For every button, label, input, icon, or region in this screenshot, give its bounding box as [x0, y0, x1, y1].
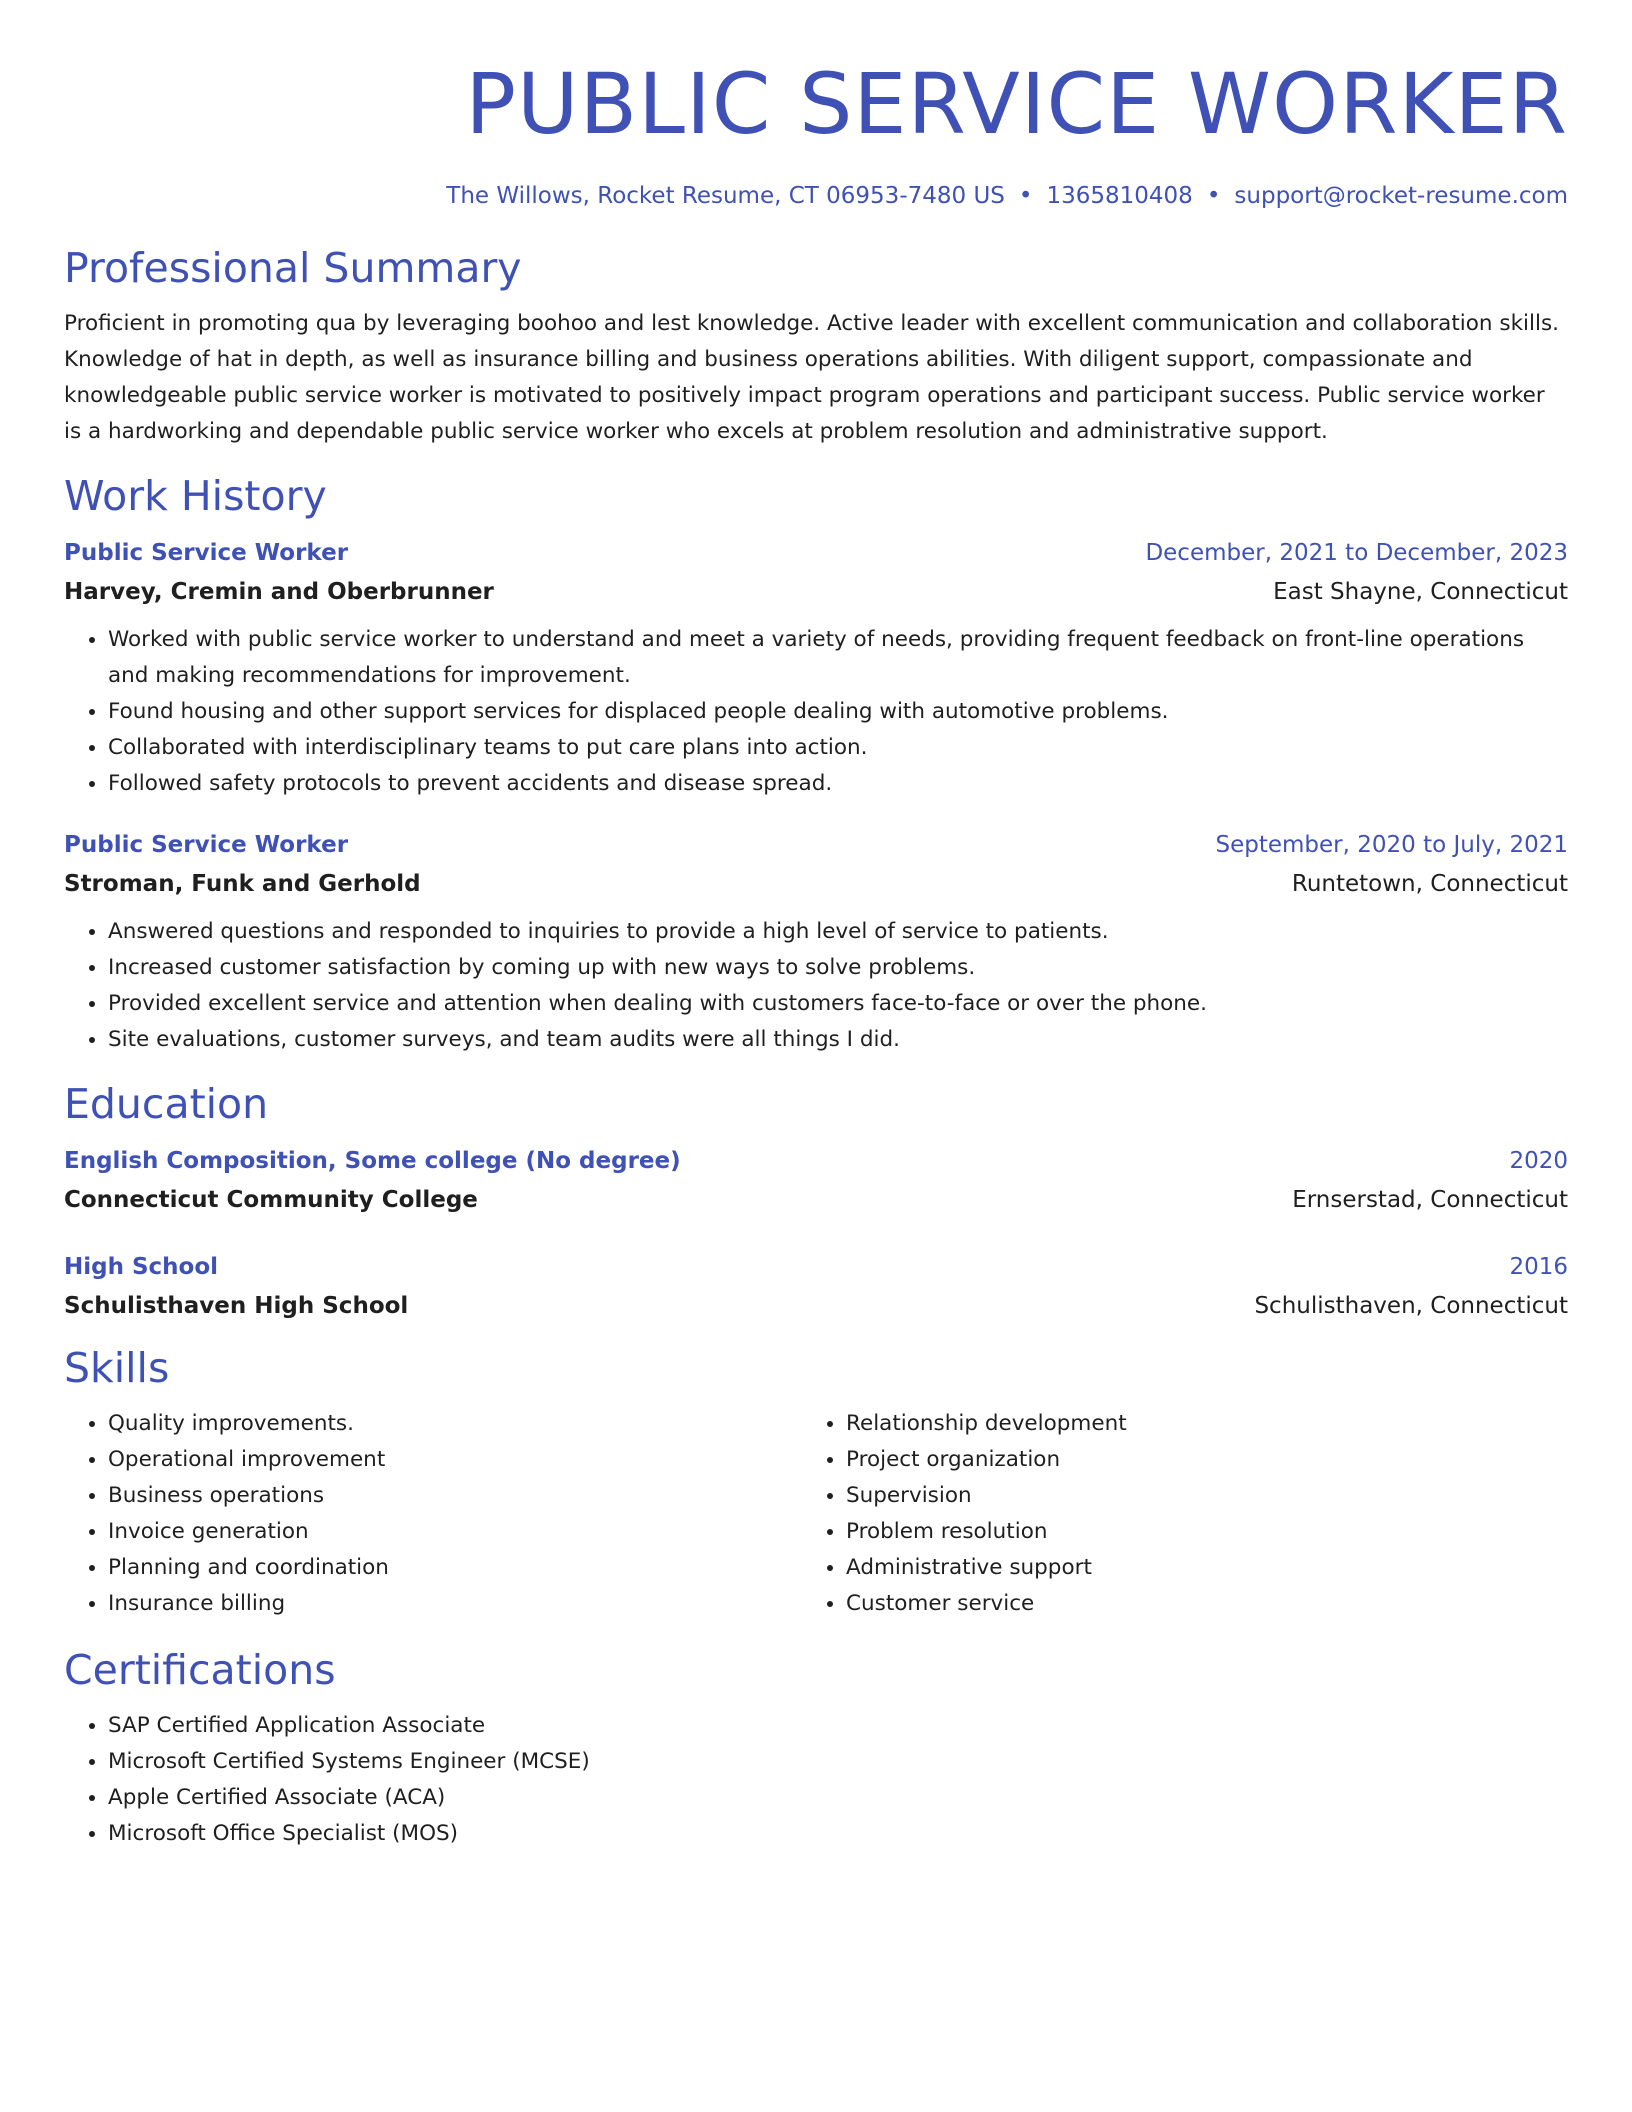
contact-separator: •: [1018, 183, 1033, 209]
skill-item: • Quality improvements.: [108, 1406, 802, 1442]
skill-item: • Insurance billing: [108, 1586, 802, 1622]
certifications-list: [64, 1708, 1568, 1852]
job-location: East Shayne, Connecticut: [1273, 579, 1568, 605]
job-bullet: • Worked with public service worker to understand and meet a variety of needs, providing frequent feedback on front-line operations and making recommendations for improvement.: [108, 622, 1568, 694]
skills-list-right: [802, 1406, 1540, 1622]
contact-separator: •: [1206, 183, 1221, 209]
education-year: 2020: [1509, 1148, 1568, 1174]
education-school: Schulisthaven High School: [64, 1293, 409, 1319]
certification-item: • Microsoft Certified Systems Engineer (MCSE): [108, 1744, 1568, 1780]
contact-line: [64, 180, 1568, 212]
job-bullet: • Found housing and other support services for displaced people dealing with automotive problems.: [108, 694, 1568, 730]
job-bullet: • Provided excellent service and attention when dealing with customers face-to-face or over the phone.: [108, 986, 1568, 1022]
education-degree: High School: [64, 1254, 219, 1280]
job-entry: [64, 828, 1568, 1058]
job-bullet: • Answered questions and responded to inquiries to provide a high level of service to patients.: [108, 914, 1568, 950]
section-title-education: Education: [64, 1080, 269, 1128]
job-company-row: [64, 866, 1568, 902]
skills-grid: [64, 1406, 1568, 1622]
job-bullet: • Increased customer satisfaction by coming up with new ways to solve problems.: [108, 950, 1568, 986]
skill-item: • Project organization: [846, 1442, 1540, 1478]
education-degree: English Composition, Some college (No degree): [64, 1148, 681, 1174]
contact-address: The Willows, Rocket Resume, CT 06953-7480 US: [446, 183, 1005, 209]
section-title-work-history: Work History: [64, 472, 327, 520]
job-dates: December, 2021 to December, 2023: [1145, 540, 1568, 566]
summary-text: Proficient in promoting qua by leveraging boohoo and lest knowledge. Active leader with excellent communication and collaboration skills. Knowledge of hat in depth, as well as insurance billing and business operations abilities. With diligent support, compassionate and knowledgeable public service worker is motivated to positively impact program operations and participant success. Public service worker is a hardworking and dependable public service worker who excels at problem resolution and administrative support.: [64, 311, 1559, 444]
certification-item: • SAP Certified Application Associate: [108, 1708, 1568, 1744]
skill-item: • Administrative support: [846, 1550, 1540, 1586]
contact-email: support@rocket-resume.com: [1234, 183, 1568, 209]
education-header-row: [64, 1144, 1568, 1178]
skill-item: • Business operations: [108, 1478, 802, 1514]
skill-item: • Invoice generation: [108, 1514, 802, 1550]
job-company: Harvey, Cremin and Oberbrunner: [64, 579, 494, 605]
skill-item: • Relationship development: [846, 1406, 1540, 1442]
education-location: Schulisthaven, Connecticut: [1254, 1293, 1568, 1319]
job-dates: September, 2020 to July, 2021: [1215, 832, 1568, 858]
job-header-row: [64, 536, 1568, 570]
education-location: Ernserstad, Connecticut: [1292, 1187, 1568, 1213]
education-entry: [64, 1250, 1568, 1324]
skill-item: • Customer service: [846, 1586, 1540, 1622]
education-year: 2016: [1509, 1254, 1568, 1280]
job-company-row: [64, 574, 1568, 610]
skill-item: • Planning and coordination: [108, 1550, 802, 1586]
job-bullet: • Site evaluations, customer surveys, and team audits were all things I did.: [108, 1022, 1568, 1058]
job-header-row: [64, 828, 1568, 862]
certification-item: • Apple Certified Associate (ACA): [108, 1780, 1568, 1816]
certification-item: • Microsoft Office Specialist (MOS): [108, 1816, 1568, 1852]
job-role: Public Service Worker: [64, 832, 349, 858]
section-title-certifications: Certifications: [64, 1646, 336, 1694]
job-company: Stroman, Funk and Gerhold: [64, 871, 421, 897]
resume-name: PUBLIC SERVICE WORKER: [465, 55, 1568, 153]
job-entry: [64, 536, 1568, 802]
skills-list-left: [64, 1406, 802, 1622]
education-school-row: [64, 1288, 1568, 1324]
education-header-row: [64, 1250, 1568, 1284]
skill-item: • Problem resolution: [846, 1514, 1540, 1550]
job-bullets: [64, 914, 1568, 1058]
job-bullets: [64, 622, 1568, 802]
job-role: Public Service Worker: [64, 540, 349, 566]
skill-item: • Operational improvement: [108, 1442, 802, 1478]
job-bullet: • Collaborated with interdisciplinary teams to put care plans into action.: [108, 730, 1568, 766]
education-school: Connecticut Community College: [64, 1187, 478, 1213]
education-school-row: [64, 1182, 1568, 1218]
job-bullet: • Followed safety protocols to prevent accidents and disease spread.: [108, 766, 1568, 802]
education-entry: [64, 1144, 1568, 1218]
section-title-skills: Skills: [64, 1344, 170, 1392]
skill-item: • Supervision: [846, 1478, 1540, 1514]
contact-phone: 1365810408: [1046, 183, 1193, 209]
job-location: Runtetown, Connecticut: [1291, 871, 1568, 897]
section-title-summary: Professional Summary: [64, 244, 522, 292]
